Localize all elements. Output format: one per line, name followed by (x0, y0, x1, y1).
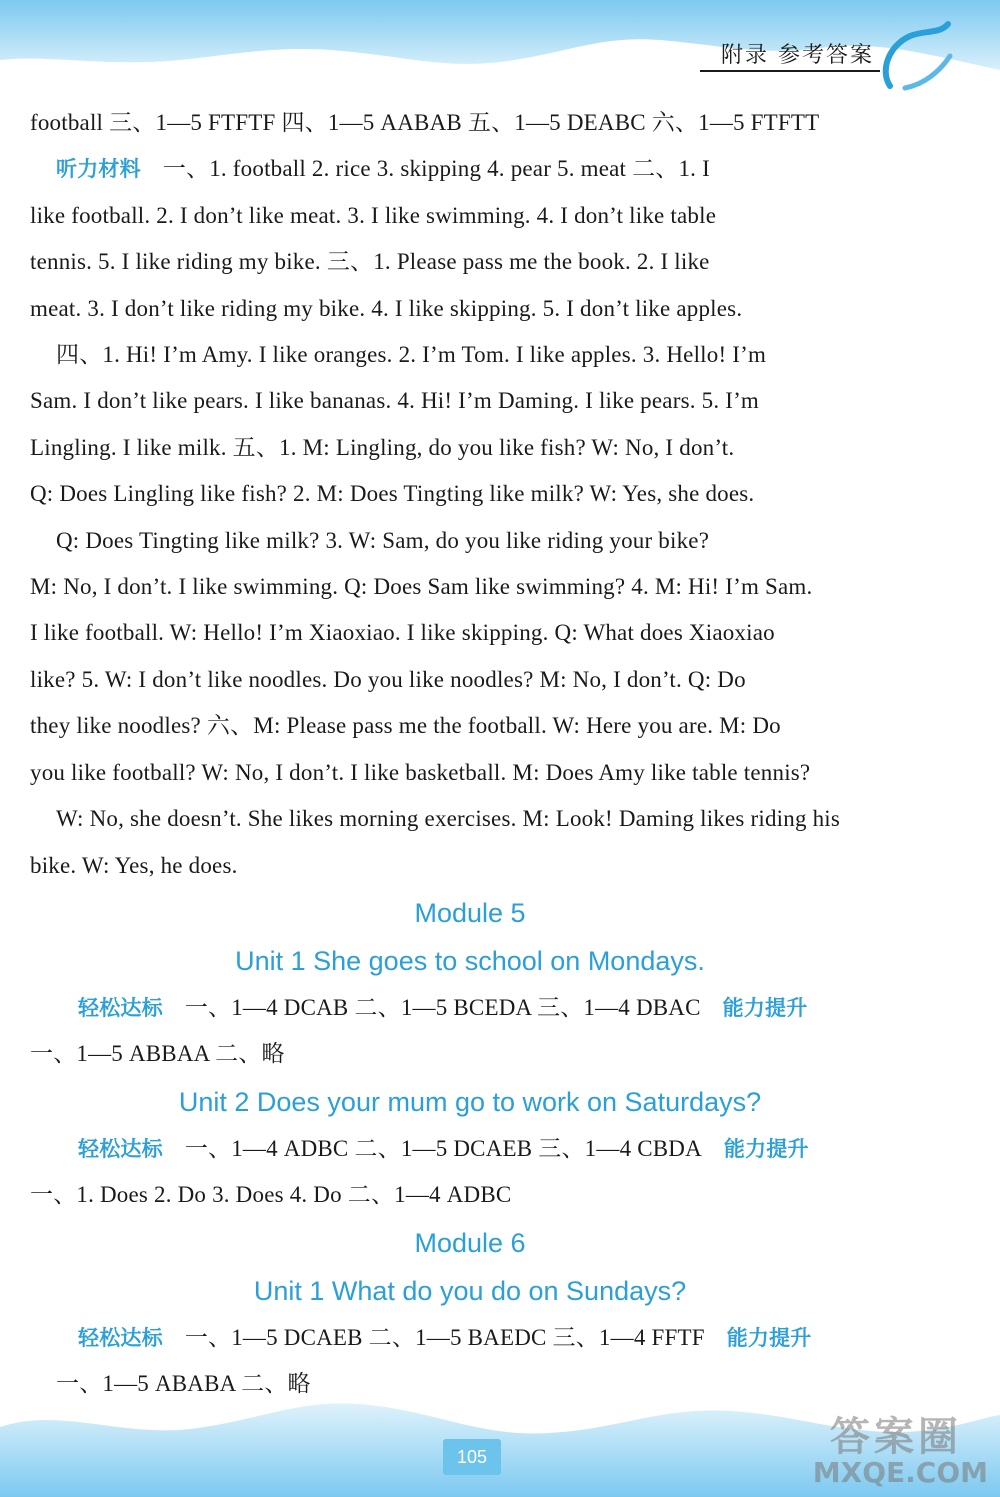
listening-line: Q: Does Tingting like milk? 3. W: Sam, do you like riding your bike? (56, 527, 710, 553)
easy-answers: 一、1—4 ADBC 二、1—5 DCAEB 三、1—4 CBDA (184, 1135, 702, 1161)
listening-line: Sam. I don’t like pears. I like bananas. 4. Hi! I’m Daming. I like pears. 5. I’m (30, 388, 760, 414)
easy-answers-line (30, 1315, 910, 1361)
listening-line: W: No, she doesn’t. She likes morning exercises. M: Look! Daming likes riding his (56, 806, 841, 832)
swoosh-icon (870, 16, 960, 96)
easy-label: 轻松达标 (78, 1136, 163, 1161)
easy-answers-line (30, 1126, 910, 1172)
header-section-label: 附录 参考答案 (721, 43, 874, 68)
easy-answers-line (30, 985, 910, 1031)
listening-line: they like noodles? 六、M: Please pass me the football. W: Here you are. M: Do (30, 713, 781, 739)
unit-heading: Unit 2 Does your mum go to work on Saturdays? (178, 1086, 762, 1117)
header-rule (700, 70, 880, 72)
easy-label: 轻松达标 (78, 1325, 163, 1350)
listening-line: meat. 3. I don’t like riding my bike. 4. I like skipping. 5. I don’t like apples. (30, 295, 743, 321)
ability-label: 能力提升 (722, 995, 808, 1020)
listening-line: like football. 2. I don’t like meat. 3. I like swimming. 4. I don’t like table (30, 202, 717, 228)
listening-line: Lingling. I like milk. 五、1. M: Lingling, do you like fish? W: No, I don’t. (30, 434, 735, 460)
easy-label: 轻松达标 (78, 995, 163, 1020)
watermark-site-text: MXQE.COM (812, 1456, 988, 1489)
ability-label: 能力提升 (726, 1325, 812, 1350)
ability-answers: 一、1—5 ABABA 二、略 (56, 1370, 311, 1396)
answers-tail-line: football 三、1—5 FTFTF 四、1—5 AABAB 五、1—5 DEABC 六、1—5 FTFTT (30, 110, 820, 135)
unit-heading: Unit 1 She goes to school on Mondays. (235, 945, 705, 976)
listening-line: M: No, I don’t. I like swimming. Q: Does Sam like swimming? 4. M: Hi! I’m Sam. (30, 574, 813, 600)
listening-line: you like football? W: No, I don’t. I like basketball. M: Does Amy like table tennis? (30, 759, 811, 785)
listening-line: I like football. W: Hello! I’m Xiaoxiao. I like skipping. Q: What does Xiaoxiao (30, 620, 775, 646)
listening-text: 一、1. football 2. rice 3. skipping 4. pear 5. meat 二、1. I (162, 156, 710, 182)
easy-answers: 一、1—5 DCAEB 二、1—5 BAEDC 三、1—4 FFTF (184, 1324, 705, 1350)
watermark-logo-text: 答案圈 (830, 1414, 962, 1460)
answer-content (30, 100, 910, 1407)
ability-label: 能力提升 (723, 1136, 809, 1161)
module-heading: Module 5 (414, 897, 526, 928)
listening-line: Q: Does Lingling like fish? 2. M: Does Tingting like milk? W: Yes, she does. (30, 481, 755, 507)
page-number: 105 (443, 1439, 501, 1475)
module-heading: Module 6 (414, 1227, 526, 1258)
easy-answers: 一、1—4 DCAB 二、1—5 BCEDA 三、1—4 DBAC (184, 994, 701, 1020)
listening-line: bike. W: Yes, he does. (30, 852, 238, 878)
unit-heading: Unit 1 What do you do on Sundays? (253, 1275, 687, 1306)
listening-line: like? 5. W: I don’t like noodles. Do you like noodles? M: No, I don’t. Q: Do (30, 666, 746, 692)
ability-answers: 一、1—5 ABBAA 二、略 (30, 1041, 285, 1067)
listening-line: 四、1. Hi! I’m Amy. I like oranges. 2. I’m Tom. I like apples. 3. Hello! I’m (56, 342, 767, 368)
ability-answers: 一、1. Does 2. Do 3. Does 4. Do 二、1—4 ADBC (30, 1182, 512, 1208)
listening-label: 听力材料 (56, 157, 141, 182)
watermark (802, 1405, 992, 1491)
listening-line (30, 146, 910, 192)
listening-line: tennis. 5. I like riding my bike. 三、1. Please pass me the book. 2. I like (30, 249, 710, 275)
